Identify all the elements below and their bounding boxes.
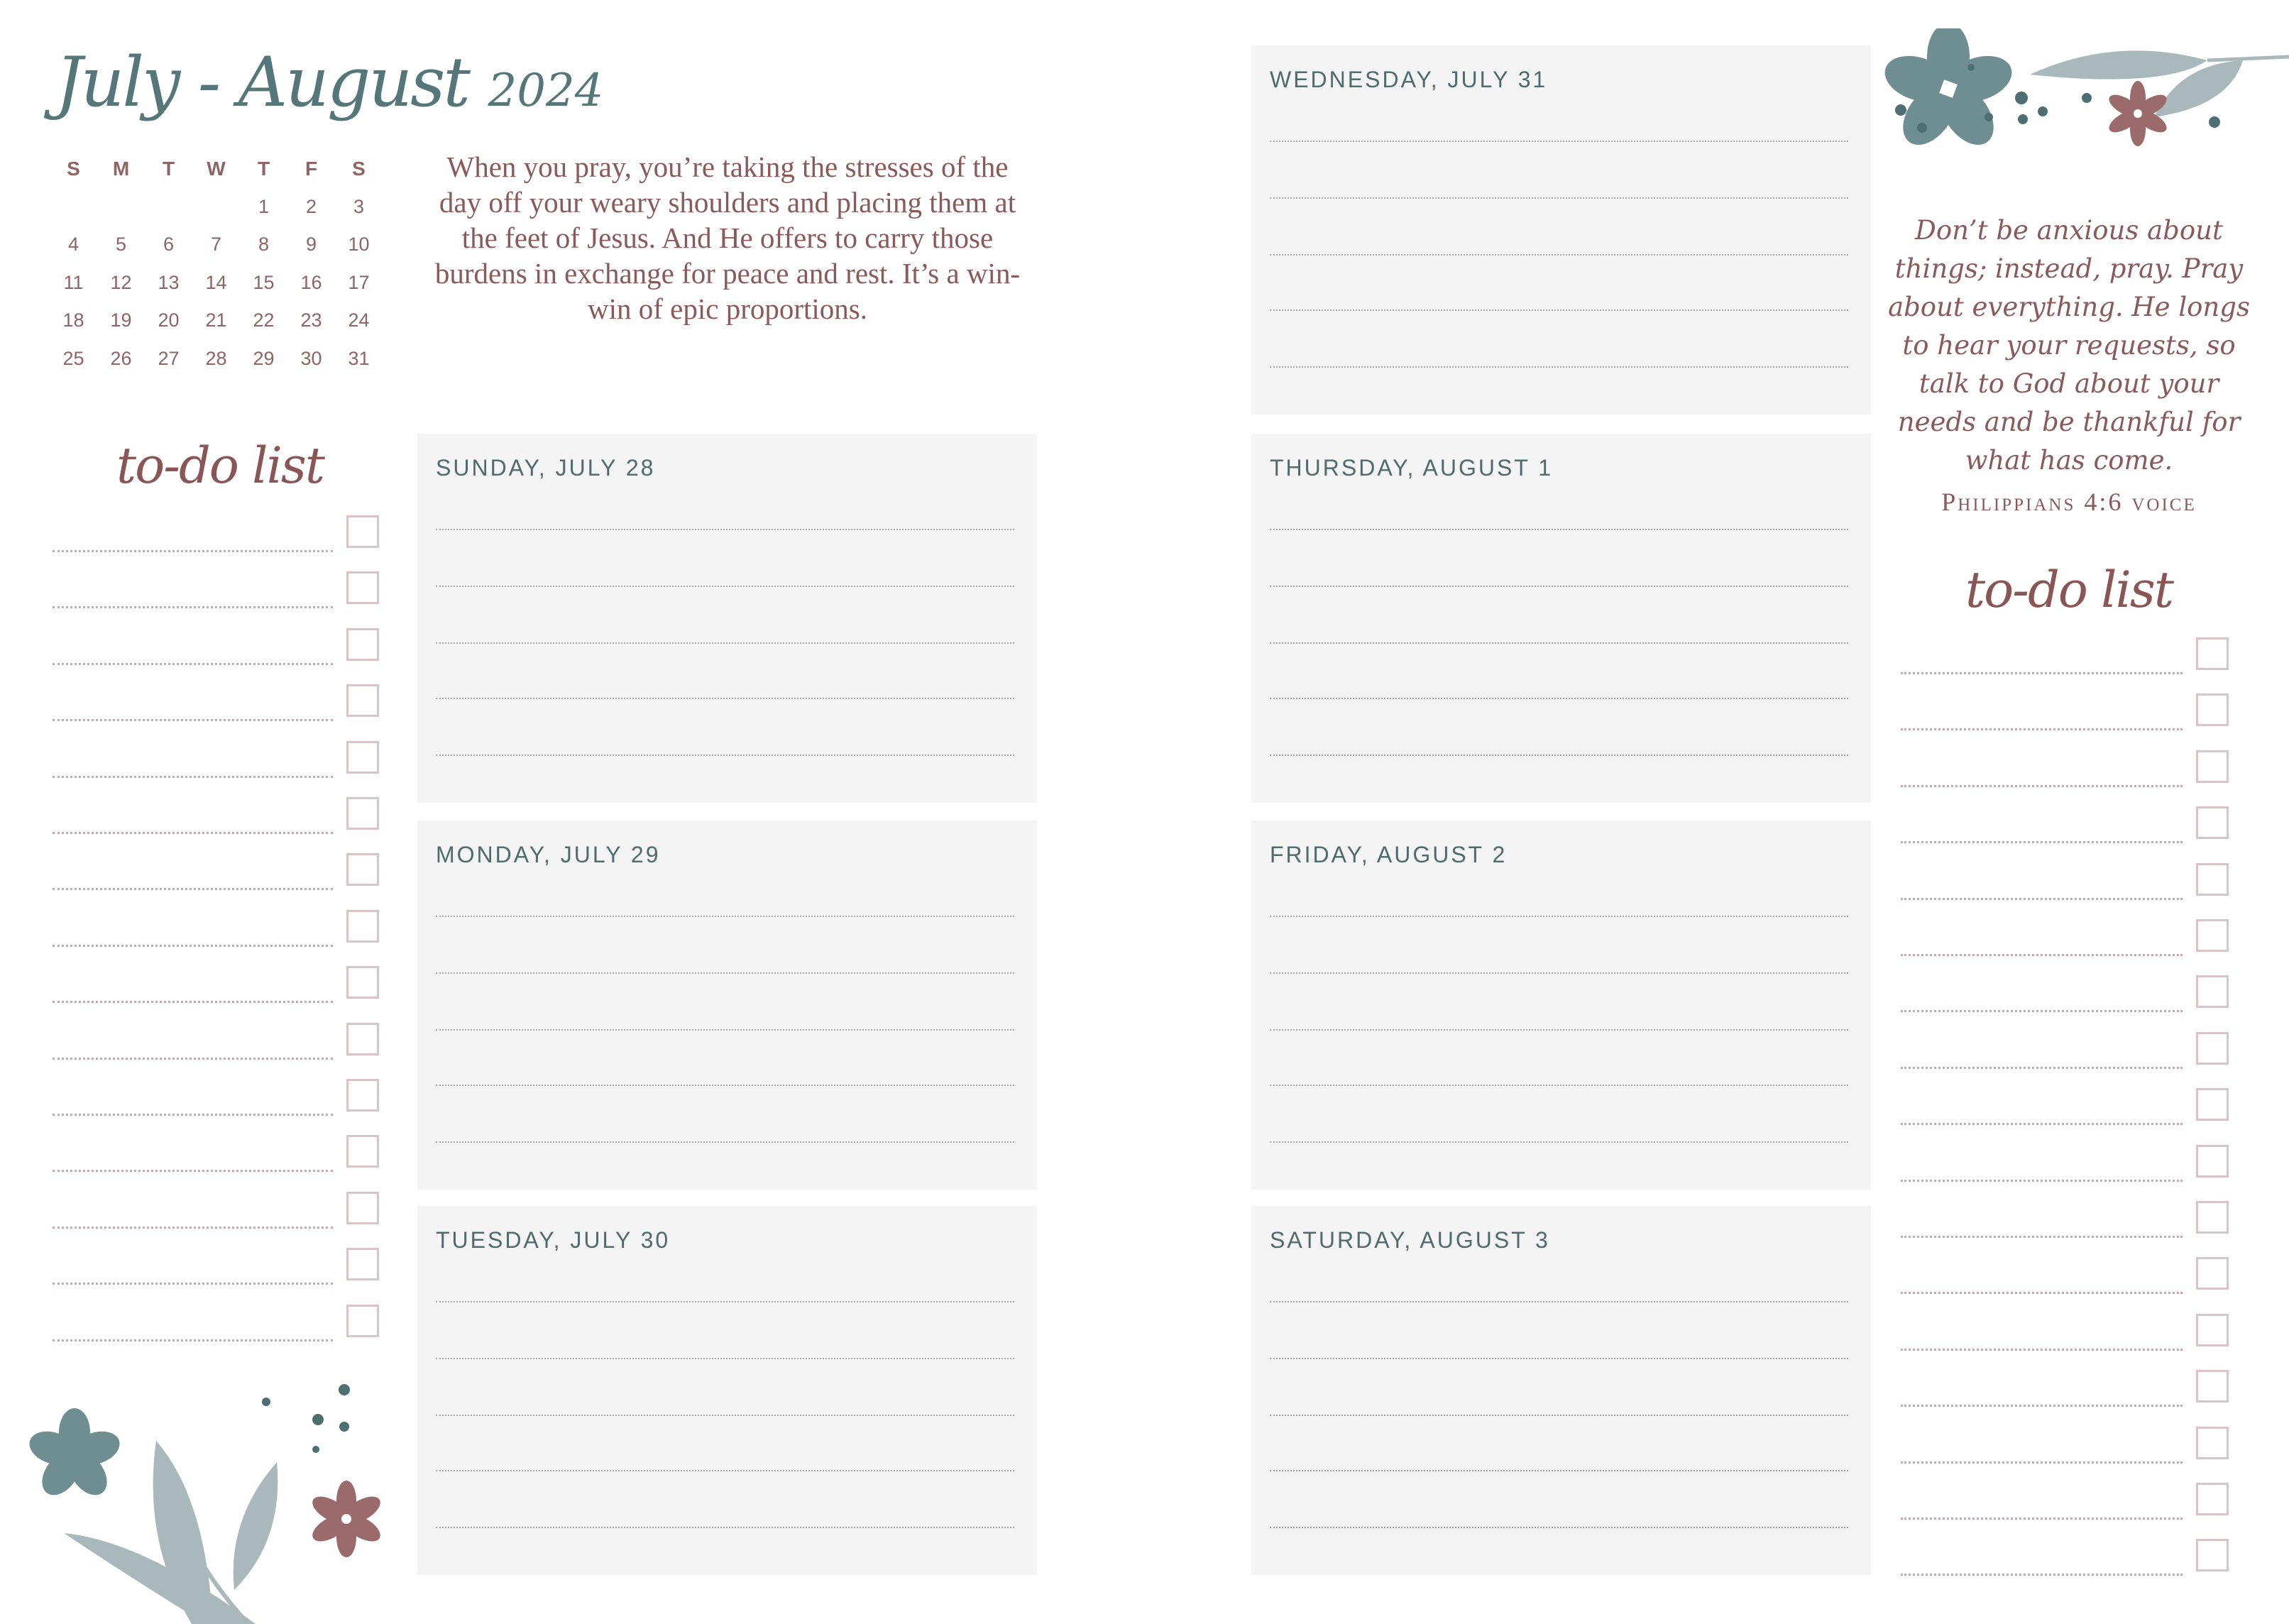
calendar-day[interactable]: 29	[253, 347, 275, 369]
todo-item	[53, 684, 382, 721]
todo-checkbox[interactable]	[346, 853, 379, 886]
todo-checkbox[interactable]	[2196, 1370, 2229, 1403]
todo-line[interactable]	[1901, 954, 2183, 956]
day-label: SUNDAY, JULY 28	[436, 455, 656, 481]
writing-line[interactable]	[1270, 197, 1848, 199]
todo-item	[1901, 1201, 2232, 1238]
weekday-header: M	[112, 158, 130, 180]
calendar-day	[50, 196, 97, 234]
todo-line[interactable]	[53, 1227, 333, 1229]
todo-checkbox[interactable]	[2196, 975, 2229, 1008]
todo-item	[53, 1079, 382, 1116]
floral-decoration-top-icon	[1881, 28, 2289, 185]
todo-checkbox[interactable]	[346, 1079, 379, 1112]
todo-checkbox[interactable]	[346, 741, 379, 774]
todo-line[interactable]	[53, 832, 333, 834]
writing-line[interactable]	[1270, 309, 1848, 311]
todo-checkbox[interactable]	[2196, 693, 2229, 726]
writing-line[interactable]	[1270, 642, 1848, 644]
calendar-day[interactable]: 21	[205, 309, 227, 331]
weekday-header: S	[352, 158, 366, 180]
day-box[interactable]	[417, 821, 1037, 1190]
todo-item	[1901, 975, 2232, 1012]
todo-item	[1901, 1427, 2232, 1464]
calendar-day[interactable]: 8	[258, 234, 270, 255]
todo-item	[1901, 1483, 2232, 1520]
writing-line[interactable]	[1270, 141, 1848, 142]
todo-line[interactable]	[53, 606, 333, 608]
todo-line[interactable]	[1901, 1405, 2183, 1407]
todo-line[interactable]	[1901, 1461, 2183, 1464]
writing-line[interactable]	[1270, 1029, 1848, 1031]
calendar-day[interactable]: 28	[205, 347, 227, 369]
todo-item	[53, 1248, 382, 1285]
todo-checkbox[interactable]	[346, 966, 379, 999]
todo-checkbox[interactable]	[2196, 806, 2229, 839]
todo-checkbox[interactable]	[346, 910, 379, 943]
day-box[interactable]	[1251, 434, 1871, 803]
day-label: SATURDAY, AUGUST 3	[1270, 1227, 1550, 1253]
left-todo-heading: to-do list	[116, 437, 324, 495]
todo-checkbox[interactable]	[2196, 863, 2229, 896]
writing-line[interactable]	[436, 529, 1014, 530]
todo-item	[1901, 637, 2232, 674]
todo-line[interactable]	[1901, 785, 2183, 787]
todo-line[interactable]	[53, 1170, 333, 1172]
writing-line[interactable]	[436, 1527, 1014, 1528]
writing-line[interactable]	[1270, 1085, 1848, 1086]
todo-line[interactable]	[1901, 1180, 2183, 1182]
todo-item	[1901, 1370, 2232, 1407]
todo-line[interactable]	[1901, 728, 2183, 730]
todo-checkbox[interactable]	[2196, 1483, 2229, 1515]
todo-line[interactable]	[1901, 898, 2183, 900]
todo-line[interactable]	[53, 1339, 333, 1342]
calendar-day[interactable]: 25	[62, 347, 84, 369]
calendar-day	[97, 196, 145, 234]
title-months: July - August	[55, 43, 468, 122]
todo-item	[53, 571, 382, 608]
todo-line[interactable]	[1901, 1010, 2183, 1012]
writing-line[interactable]	[436, 642, 1014, 644]
todo-line[interactable]	[53, 776, 333, 778]
todo-item	[1901, 750, 2232, 787]
right-todo-heading: to-do list	[1965, 561, 2173, 619]
todo-checkbox[interactable]	[2196, 1257, 2229, 1290]
writing-line[interactable]	[1270, 586, 1848, 587]
todo-item	[53, 1023, 382, 1060]
day-box[interactable]	[417, 434, 1037, 803]
writing-line[interactable]	[1270, 1415, 1848, 1416]
todo-checkbox[interactable]	[2196, 1427, 2229, 1459]
todo-item	[1901, 1088, 2232, 1125]
todo-line[interactable]	[53, 663, 333, 665]
todo-checkbox[interactable]	[346, 1135, 379, 1168]
page-title	[55, 43, 603, 122]
todo-item	[53, 741, 382, 778]
todo-line[interactable]	[1901, 1236, 2183, 1238]
calendar-day[interactable]: 10	[348, 234, 370, 255]
writing-line[interactable]	[1270, 698, 1848, 699]
calendar-day[interactable]: 22	[253, 309, 275, 331]
scripture-reference: Philippians 4:6 voice	[1941, 488, 2197, 516]
todo-item	[1901, 919, 2232, 956]
todo-checkbox[interactable]	[346, 628, 379, 661]
todo-line[interactable]	[1901, 1349, 2183, 1351]
todo-checkbox[interactable]	[346, 1305, 379, 1337]
todo-checkbox[interactable]	[346, 1192, 379, 1224]
todo-item	[1901, 863, 2232, 900]
todo-checkbox[interactable]	[2196, 750, 2229, 783]
mini-calendar	[50, 158, 383, 385]
floral-decoration-bottom-icon	[21, 1377, 390, 1624]
todo-line[interactable]	[53, 945, 333, 947]
todo-item	[53, 1135, 382, 1172]
day-label: FRIDAY, AUGUST 2	[1270, 842, 1508, 867]
writing-line[interactable]	[436, 972, 1014, 974]
todo-item	[53, 1192, 382, 1229]
todo-item	[1901, 1539, 2232, 1576]
todo-checkbox[interactable]	[2196, 1314, 2229, 1346]
writing-line[interactable]	[1270, 366, 1848, 368]
weekday-header: W	[207, 158, 226, 180]
todo-line[interactable]	[53, 719, 333, 721]
writing-line[interactable]	[1270, 916, 1848, 917]
writing-line[interactable]	[436, 1415, 1014, 1416]
writing-line[interactable]	[436, 1085, 1014, 1086]
calendar-day[interactable]: 13	[158, 271, 180, 293]
todo-checkbox[interactable]	[2196, 1088, 2229, 1121]
calendar-day[interactable]: 4	[67, 234, 79, 255]
writing-line[interactable]	[1270, 1141, 1848, 1143]
writing-line[interactable]	[436, 586, 1014, 587]
calendar-day[interactable]: 27	[158, 347, 180, 369]
scripture-verse: Don’t be anxious about things; instead, pray. Pray about everything. He longs to hear your requests, so talk to God about your needs and be thankful for what has come.	[1888, 215, 2250, 476]
todo-line[interactable]	[53, 550, 333, 552]
todo-item	[1901, 1314, 2232, 1351]
writing-line[interactable]	[436, 1470, 1014, 1471]
weekday-header: T	[162, 158, 175, 180]
weekday-header: S	[67, 158, 80, 180]
todo-line[interactable]	[1901, 1123, 2183, 1125]
todo-item	[53, 628, 382, 665]
calendar-day[interactable]: 16	[300, 271, 322, 293]
calendar-day[interactable]: 26	[110, 347, 132, 369]
todo-checkbox[interactable]	[346, 1248, 379, 1280]
calendar-day[interactable]: 6	[163, 234, 175, 255]
calendar-day[interactable]: 23	[300, 309, 322, 331]
todo-checkbox[interactable]	[2196, 1201, 2229, 1234]
day-box[interactable]	[1251, 45, 1871, 415]
todo-line[interactable]	[1901, 672, 2183, 674]
calendar-day[interactable]: 12	[110, 271, 132, 293]
calendar-day[interactable]: 2	[305, 195, 317, 217]
calendar-day[interactable]: 14	[205, 271, 227, 293]
todo-checkbox[interactable]	[2196, 1539, 2229, 1571]
day-box[interactable]	[1251, 821, 1871, 1190]
todo-checkbox[interactable]	[346, 684, 379, 717]
todo-checkbox[interactable]	[2196, 919, 2229, 952]
calendar-day[interactable]: 15	[253, 271, 275, 293]
day-label: WEDNESDAY, JULY 31	[1270, 67, 1548, 92]
writing-line[interactable]	[436, 916, 1014, 917]
todo-item	[1901, 1145, 2232, 1182]
writing-line[interactable]	[436, 698, 1014, 699]
todo-checkbox[interactable]	[2196, 1145, 2229, 1178]
todo-checkbox[interactable]	[346, 515, 379, 548]
todo-item	[53, 797, 382, 834]
todo-line[interactable]	[1901, 1518, 2183, 1520]
writing-line[interactable]	[436, 1358, 1014, 1359]
calendar-day[interactable]: 1	[258, 195, 270, 217]
todo-checkbox[interactable]	[346, 797, 379, 830]
todo-line[interactable]	[53, 1058, 333, 1060]
todo-checkbox[interactable]	[2196, 1032, 2229, 1065]
writing-line[interactable]	[1270, 1358, 1848, 1359]
writing-line[interactable]	[1270, 1470, 1848, 1471]
day-box[interactable]	[417, 1206, 1037, 1575]
calendar-day	[192, 196, 240, 234]
writing-line[interactable]	[1270, 755, 1848, 756]
calendar-day[interactable]: 17	[348, 271, 370, 293]
writing-line[interactable]	[1270, 1301, 1848, 1302]
writing-line[interactable]	[436, 1141, 1014, 1143]
todo-checkbox[interactable]	[346, 1023, 379, 1055]
todo-line[interactable]	[1901, 1574, 2183, 1576]
calendar-day[interactable]: 9	[305, 234, 317, 255]
todo-line[interactable]	[1901, 1067, 2183, 1069]
todo-line[interactable]	[53, 888, 333, 890]
calendar-day[interactable]: 20	[158, 309, 180, 331]
day-label: MONDAY, JULY 29	[436, 842, 661, 867]
day-label: THURSDAY, AUGUST 1	[1270, 455, 1553, 481]
calendar-day[interactable]: 3	[353, 195, 365, 217]
todo-item	[53, 853, 382, 890]
todo-item	[53, 910, 382, 947]
writing-line[interactable]	[1270, 254, 1848, 256]
todo-checkbox[interactable]	[2196, 637, 2229, 670]
todo-line[interactable]	[1901, 1292, 2183, 1294]
todo-item	[53, 966, 382, 1003]
title-year: 2024	[488, 65, 604, 117]
calendar-day[interactable]: 19	[110, 309, 132, 331]
todo-line[interactable]	[53, 1114, 333, 1116]
calendar-day[interactable]: 7	[210, 234, 222, 255]
calendar-day[interactable]: 5	[115, 234, 127, 255]
todo-item	[1901, 806, 2232, 843]
todo-item	[1901, 693, 2232, 730]
day-box[interactable]	[1251, 1206, 1871, 1575]
calendar-day[interactable]: 30	[300, 347, 322, 369]
writing-line[interactable]	[436, 1029, 1014, 1031]
calendar-day[interactable]: 31	[348, 347, 370, 369]
intro-devotional: When you pray, you’re taking the stresses of the day off your weary shoulders and placing them at the feet of Jesus. And He offers to carry those burdens in exchange for peace and rest. It’s a win-win of epic proportions.	[434, 150, 1021, 325]
todo-line[interactable]	[53, 1283, 333, 1285]
writing-line[interactable]	[436, 755, 1014, 756]
writing-line[interactable]	[436, 1301, 1014, 1302]
todo-item	[1901, 1257, 2232, 1294]
writing-line[interactable]	[1270, 1527, 1848, 1528]
calendar-day[interactable]: 11	[63, 271, 84, 293]
todo-item	[1901, 1032, 2232, 1069]
weekday-header: F	[304, 158, 318, 180]
todo-checkbox[interactable]	[346, 571, 379, 604]
writing-line[interactable]	[1270, 529, 1848, 530]
todo-line[interactable]	[53, 1001, 333, 1003]
todo-line[interactable]	[1901, 841, 2183, 843]
writing-line[interactable]	[1270, 972, 1848, 974]
calendar-day	[145, 196, 192, 234]
weekday-header: T	[257, 158, 270, 180]
calendar-day[interactable]: 18	[62, 309, 84, 331]
todo-item	[53, 1305, 382, 1342]
calendar-day[interactable]: 24	[348, 309, 370, 331]
day-label: TUESDAY, JULY 30	[436, 1227, 671, 1253]
todo-item	[53, 515, 382, 552]
